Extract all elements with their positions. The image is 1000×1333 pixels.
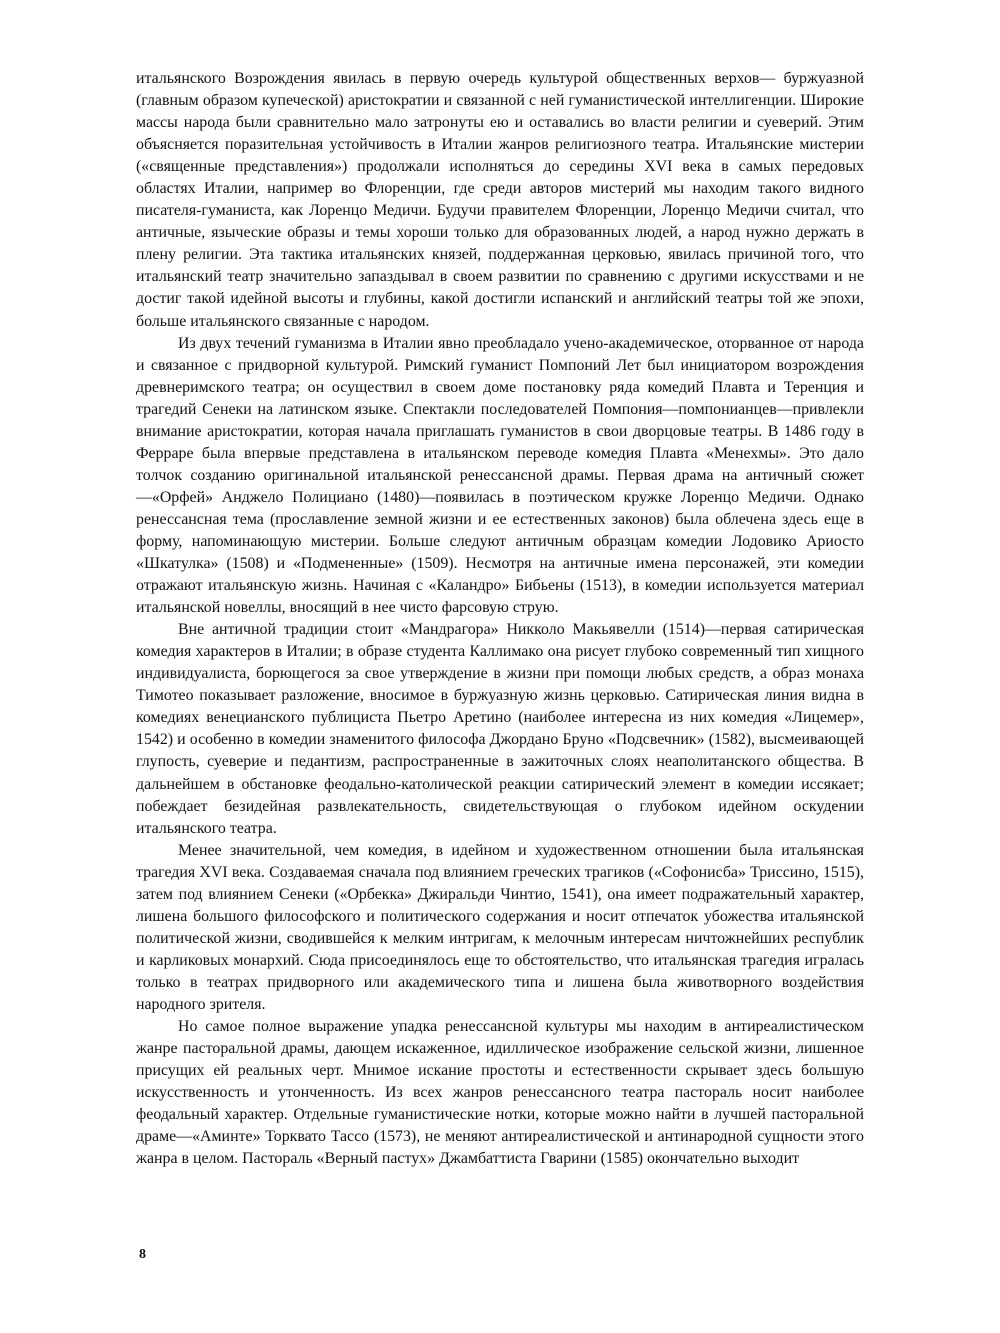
paragraph-5: Но самое полное выражение упадка ренессансной культуры мы находим в антиреалистическом жанре пасторальной драмы, дающем искаженное, идиллическое изображение сельской жизни, лишенное присущих ей реальных черт. Мнимое искание простоты и естественности скрывает здесь большую искусственность и утонченность. Из всех жанров ренессансного театра пастораль носит наиболее феодальный характер. Отдельные гуманистические нотки, которые можно найти в лучшей пасторальной драме—«Аминте» Торквато Тассо (1573), не меняют антиреалистической и антинародной сущности этого жанра в целом. Пастораль «Верный пастух» Джамбаттиста Гварини (1585) окончательно выходит [136, 1018, 864, 1168]
paragraph-2: Из двух течений гуманизма в Италии явно преобладало учено-академическое, оторванное от народа и связанное с придворной культурой. Римский гуманист Помпоний Лет был инициатором возрождения древнеримского театра; он осуществил в своем доме постановку ряда комедий Плавта и Теренция и трагедий Сенеки на латинском языке. Спектакли последователей Помпония—помпонианцев—привлекли внимание аристократии, которая начала приглашать гуманистов в свои дворцовые театры. В 1486 году в Ферраре была впервые представлена в итальянском переводе комедия Плавта «Менехмы». Это дало толчок созданию оригинальной итальянской ренессансной драмы. Первая драма на античный сюжет—«Орфей» Анджело Полициано (1480)—появилась в поэтическом кружке Лоренцо Медичи. Однако ренессансная тема (прославление земной жизни и ее естественных законов) была облечена здесь еще в форму, напоминающую мистерии. Больше следуют античным образцам комедии Лодовико Ариосто «Шкатулка» (1508) и «Подмененные» (1509). Несмотря на античные имена персонажей, эти комедии отражают итальянскую жизнь. Начиная с «Каландро» Бибьены (1513), в комедии используется материал итальянской новеллы, вносящий в нее чисто фарсовую струю. [136, 334, 864, 617]
page-number: 8 [139, 1247, 146, 1262]
paragraph-4: Менее значительной, чем комедия, в идейном и художественном отношении была итальянская трагедия XVI века. Создаваемая сначала под влиянием греческих трагиков («Софонисба» Триссино, 1515), затем под влиянием Сенеки («Орбекка» Джиральди Чинтио, 1541), она имеет подражательный характер, лишена большого философского и политического содержания и носит отпечаток убожества итальянской политической жизни, сводившейся к мелким интригам, к мелочным интересам ничтожнейших республик и карликовых монархий. Сюда присоединялось еще то обстоятельство, что итальянская трагедия игралась только в театрах придворного или академического типа и лишена была животворного воздействия народного зрителя. [136, 841, 864, 1013]
page-body [136, 68, 864, 1170]
paragraph-1: итальянского Возрождения явилась в первую очередь культурой общественных верхов— буржуазной (главным образом купеческой) аристократии и связанной с ней гуманистической интеллигенции. Широкие массы народа были сравнительно мало затронуты ею и оставались во власти религии и суеверий. Этим объясняется поразительная устойчивость в Италии жанров религиозного театра. Итальянские мистерии («священные представления») продолжали исполняться до середины XVI века в самых передовых областях Италии, например во Флоренции, где среди авторов мистерий мы находим такого видного писателя-гуманиста, как Лоренцо Медичи. Будучи правителем Флоренции, Лоренцо Медичи считал, что античные, языческие образы и темы хороши только для образованных людей, а народ нужно держать в плену религии. Эта тактика итальянских князей, поддержанная церковью, явилась причиной того, что итальянский театр значительно запаздывал в своем развитии по сравнению с другими искусствами и не достиг такой идейной высоты и глубины, какой достигли испанский и английский театры той же эпохи, больше итальянского связанные с народом. [136, 70, 864, 330]
paragraph-3: Вне античной традиции стоит «Мандрагора» Никколо Макьявелли (1514)—первая сатирическая комедия характеров в Италии; в образе студента Каллимако она рисует глубоко современный тип хищного индивидуалиста, борющегося за свое утверждение в жизни при помощи любых средств, а образ монаха Тимотео показывает разложение, вносимое в буржуазную жизнь церковью. Сатирическая линия видна в комедиях венецианского публициста Пьетро Аретино (наиболее интересна из них комедия «Лицемер», 1542) и особенно в комедии знаменитого философа Джордано Бруно «Подсвечник» (1582), высмеивающей глупость, суеверие и педантизм, распространенные в зажиточных слоях неаполитанского общества. В дальнейшем в обстановке феодально-католической реакции сатирический элемент в комедии иссякает; побеждает безидейная развлекательность, свидетельствующая о глубоком идейном оскудении итальянского театра. [136, 621, 864, 837]
